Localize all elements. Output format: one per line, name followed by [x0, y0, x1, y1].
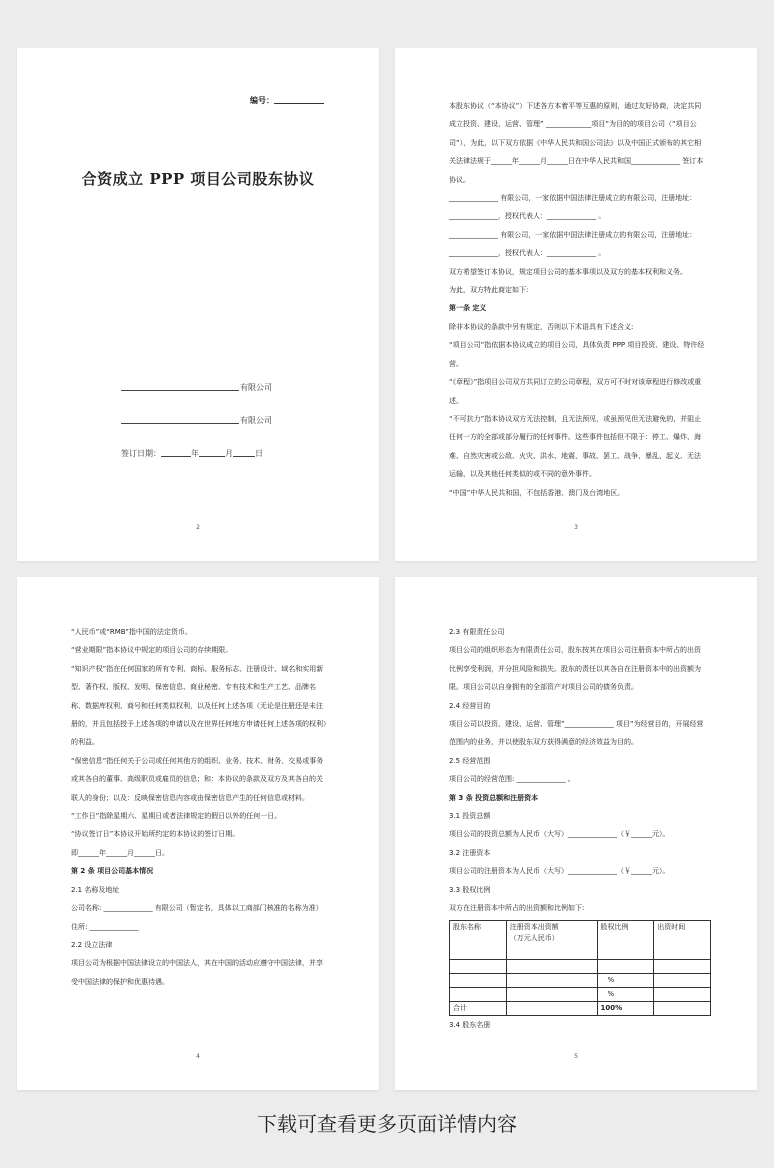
paragraph: ______________ 有限公司，一家依据中国法律注册成立的有限公司，注册地址：______________，授权代表人：______________ 。: [449, 230, 697, 258]
table-header-row: [450, 920, 711, 959]
column-header: 股权比例: [597, 920, 654, 959]
shareholding-table: [449, 920, 711, 1016]
table-cell: [654, 1001, 711, 1015]
section-heading: 第 3 条 投资总额和注册资本: [449, 793, 539, 802]
subsection-heading: 2.2 设立法律: [71, 940, 113, 949]
table-cell: %: [597, 987, 654, 1001]
paragraph: 项目公司以投资、建设、运营、管理”______________ 项目”为经营目的，开展经营范围内的业务，并以使股东双方获得满意的经济效益为目的。: [449, 720, 704, 747]
page-definitions: [17, 577, 379, 1090]
table-cell: [450, 973, 507, 987]
page-number: 3: [574, 524, 578, 531]
paragraph: 即______年______月______日。: [71, 848, 169, 857]
paragraph: “人民币”或“RMB”指中国的法定货币。: [71, 628, 192, 636]
table-cell: [450, 987, 507, 1001]
table-cell: [597, 959, 654, 973]
subsection-heading: 3.3 股权比例: [449, 885, 491, 894]
page-number: 4: [196, 1053, 200, 1060]
paragraph: “不可抗力”指本协议双方无法控制，且无法预见，或虽预见但无法避免的，并阻止任何一方的全部或部分履行的任何事件。这些事件包括但不限于：停工、爆炸、海难、自然灾害或公敌、火灾、洪水、地震、事故、罢工、战争、暴乱、起义、无法运输，以及其他任何类似的或不同的意外事件。: [449, 414, 702, 479]
serial-number: [250, 95, 324, 106]
table-cell: [654, 987, 711, 1001]
document-title: 合资成立 PPP 项目公司股东协议: [81, 170, 315, 188]
serial-blank: [274, 95, 324, 104]
table-cell: [654, 973, 711, 987]
blank: [199, 448, 225, 457]
paragraph: 项目公司的经营范围: ______________ 。: [449, 775, 575, 784]
paragraph: 双方希望签订本协议，规定项目公司的基本事项以及双方的基本权利和义务。: [449, 267, 687, 276]
table-row: [450, 987, 711, 1001]
table-cell: %: [597, 973, 654, 987]
table-row: [450, 973, 711, 987]
table-cell: 合计: [450, 1001, 507, 1015]
page-company-info: [395, 577, 757, 1090]
paragraph: 公司名称: ______________ 有限公司（暂定名，具体以工商部门核准的名称为准）: [71, 904, 323, 913]
party-b-line: [121, 415, 272, 426]
blank: [121, 382, 239, 391]
subsection-heading: 2.1 名称及地址: [71, 885, 120, 894]
table-cell: [506, 987, 597, 1001]
page-body: [449, 97, 707, 502]
column-header-text: 注册资本出资额: [509, 922, 559, 931]
table-cell: [450, 959, 507, 973]
download-caption[interactable]: 下载可查看更多页面详情内容: [257, 1112, 517, 1136]
sign-date-label: 签订日期：: [121, 449, 161, 458]
paragraph: 双方在注册资本中所占的出资额和比例如下:: [449, 904, 585, 913]
company-suffix: 有限公司: [240, 383, 272, 392]
paragraph: 项目公司的组织形态为有限责任公司，股东按其在项目公司注册资本中所占的出资比例享受利润，并分担风险和损失。股东的责任以其各自在注册资本中的出资额为限。项目公司以自身拥有的全部资产对项目公司的债务负责。: [449, 646, 701, 692]
column-header: [506, 920, 597, 959]
paragraph: “中国”中华人民共和国，不包括香港、澳门及台湾地区。: [449, 488, 625, 497]
subsection-heading: 2.3 有限责任公司: [449, 628, 505, 636]
paragraph: 为此，双方特此商定如下:: [449, 286, 529, 295]
page-number: 2: [196, 524, 200, 531]
serial-label: 编号：: [250, 96, 274, 105]
paragraph: “知识产权”指在任何国家的所有专利、商标、服务标志、注册设计、域名和实用新型、著作权、版权、发明、保密信息、商业秘密、专有技术和生产工艺、品牌名称、数据库权利、商号和任何类似权利，以及任何上述各项（无论是注册还是未注册的，并且包括授予上述各项的申请以及在世界任何地方申请任何上述各项的权利）的利益。: [71, 664, 327, 747]
section-heading: 第 2 条 项目公司基本情况: [71, 867, 154, 876]
column-header: 出资时间: [654, 920, 711, 959]
blank: [161, 448, 191, 457]
paragraph: 住所: ______________: [71, 922, 139, 931]
paragraph: “保密信息”指任何关于公司或任何其他方的组织、业务、技术、财务、交易或事务或其各自的董事、高级职员或雇员的信息；和：本协议的条款及双方及其各自的关联人的身份；以及：反映保密信息内容或由保密信息产生的任何信息或材料。: [71, 756, 324, 802]
table-cell: [506, 973, 597, 987]
subsection-heading: 3.1 投资总额: [449, 812, 491, 821]
subsection-heading: 3.2 注册资本: [449, 848, 491, 857]
year-label: 年: [191, 449, 199, 458]
subsection-heading: 2.4 经营目的: [449, 701, 491, 710]
subsection-heading: 2.5 经营范围: [449, 756, 491, 765]
table-cell: [506, 1001, 597, 1015]
table-row: [450, 959, 711, 973]
paragraph: “项目公司”指依据本协议成立的项目公司，具体负责 PPP 项目投资、建设、特许经营。: [449, 341, 705, 368]
company-suffix: 有限公司: [240, 416, 272, 425]
section-heading: 第一条 定义: [449, 304, 487, 313]
page-preamble: [395, 48, 757, 561]
column-header-sub: （万元人民币）: [509, 933, 559, 942]
paragraph: ______________ 有限公司，一家依据中国法律注册成立的有限公司，注册地址：______________，授权代表人：______________ 。: [449, 194, 697, 221]
subsection-heading: 3.4 股东名册: [449, 1020, 491, 1029]
table-cell: 100%: [597, 1001, 654, 1015]
page-body: [71, 623, 329, 991]
paragraph: 项目公司的投资总额为人民币（大写）______________（￥______元）。: [449, 830, 670, 839]
blank: [233, 448, 255, 457]
page-cover: [17, 48, 379, 561]
sign-date: [121, 448, 263, 459]
party-a-line: [121, 382, 272, 393]
day-label: 日: [255, 449, 263, 458]
paragraph: “营业期限”指本协议中规定的项目公司的存续期限。: [71, 646, 233, 655]
page-number: 5: [574, 1053, 578, 1060]
paragraph: 项目公司为根据中国法律设立的中国法人，其在中国的活动应遵守中国法律，并享受中国法律的保护和优惠待遇。: [71, 959, 323, 986]
paragraph: “《章程》”指项目公司双方共同订立的公司章程，双方可不时对该章程进行修改或重述。: [449, 378, 702, 405]
month-label: 月: [225, 449, 233, 458]
paragraph: 除非本协议的条款中另有规定，否则以下术语具有下述含义:: [449, 322, 634, 331]
paragraph: 本股东协议（“本协议”）下述各方本着平等互惠的原则，通过友好协商，决定共同成立投资、建设、运营、管理” _____________项目”为目的的项目公司（“项目公司”），为此，以下双方依据《中华人民共和国公司法》以及中国正式颁布的其它相关法律法规于______年______月______日在中华人民共和国______________ 签订本协议。: [449, 102, 704, 184]
paragraph: “协议签订日”本协议开始所约定的本协议的签订日期。: [71, 830, 240, 839]
page-body: [449, 623, 707, 1034]
paragraph: 项目公司的注册资本为人民币（大写）______________（￥______元）。: [449, 867, 670, 876]
column-header: 股东名称: [450, 920, 507, 959]
table-cell: [506, 959, 597, 973]
paragraph: “工作日”指除星期六、星期日或者法律规定的假日以外的任何一日。: [71, 812, 282, 821]
table-cell: [654, 959, 711, 973]
blank: [121, 415, 239, 424]
table-row-total: [450, 1001, 711, 1015]
